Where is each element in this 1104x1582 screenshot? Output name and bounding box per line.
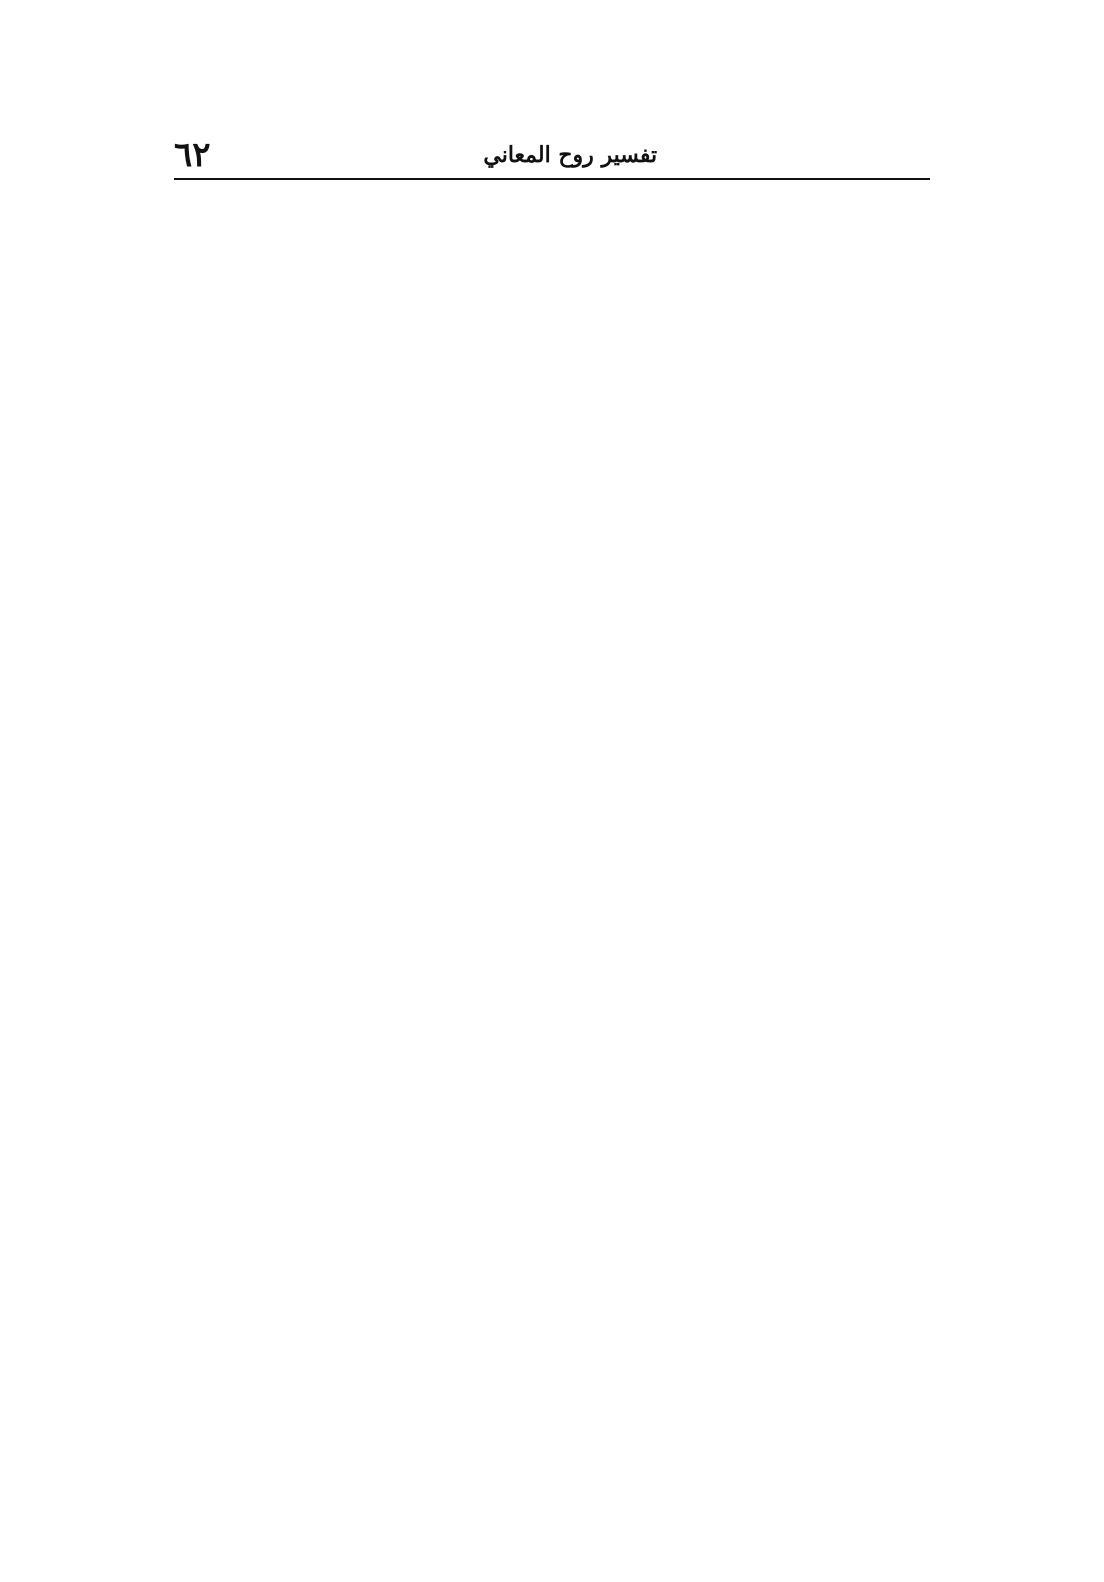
text-line xyxy=(174,1076,930,1118)
text-line xyxy=(174,1160,930,1202)
text-line xyxy=(174,1034,930,1076)
text-line xyxy=(174,446,930,488)
text-line xyxy=(174,866,930,908)
text-line xyxy=(174,1202,930,1244)
text-line xyxy=(174,362,930,404)
text-line xyxy=(174,1328,930,1370)
text-line xyxy=(174,1370,930,1412)
text-line xyxy=(174,1118,930,1160)
text-line xyxy=(174,782,930,824)
text-line xyxy=(174,488,930,530)
text-line xyxy=(174,1412,930,1454)
text-line xyxy=(174,1454,930,1496)
page-title: تفسير روح المعاني xyxy=(483,142,658,168)
body-text xyxy=(174,194,930,1496)
text-line xyxy=(174,278,930,320)
text-line xyxy=(174,908,930,950)
text-line xyxy=(174,698,930,740)
text-line xyxy=(174,824,930,866)
text-line xyxy=(174,992,930,1034)
text-line xyxy=(174,320,930,362)
text-line xyxy=(174,404,930,446)
header-rule xyxy=(174,178,930,180)
text-line xyxy=(174,530,930,572)
text-line xyxy=(174,656,930,698)
text-line xyxy=(174,194,930,236)
text-line xyxy=(174,614,930,656)
text-line xyxy=(174,1286,930,1328)
text-line xyxy=(174,572,930,614)
text-line xyxy=(174,950,930,992)
page-number: ٦٢ xyxy=(174,135,211,175)
text-line xyxy=(174,1244,930,1286)
text-line xyxy=(174,236,930,278)
page-header xyxy=(174,135,930,175)
text-line xyxy=(174,740,930,782)
